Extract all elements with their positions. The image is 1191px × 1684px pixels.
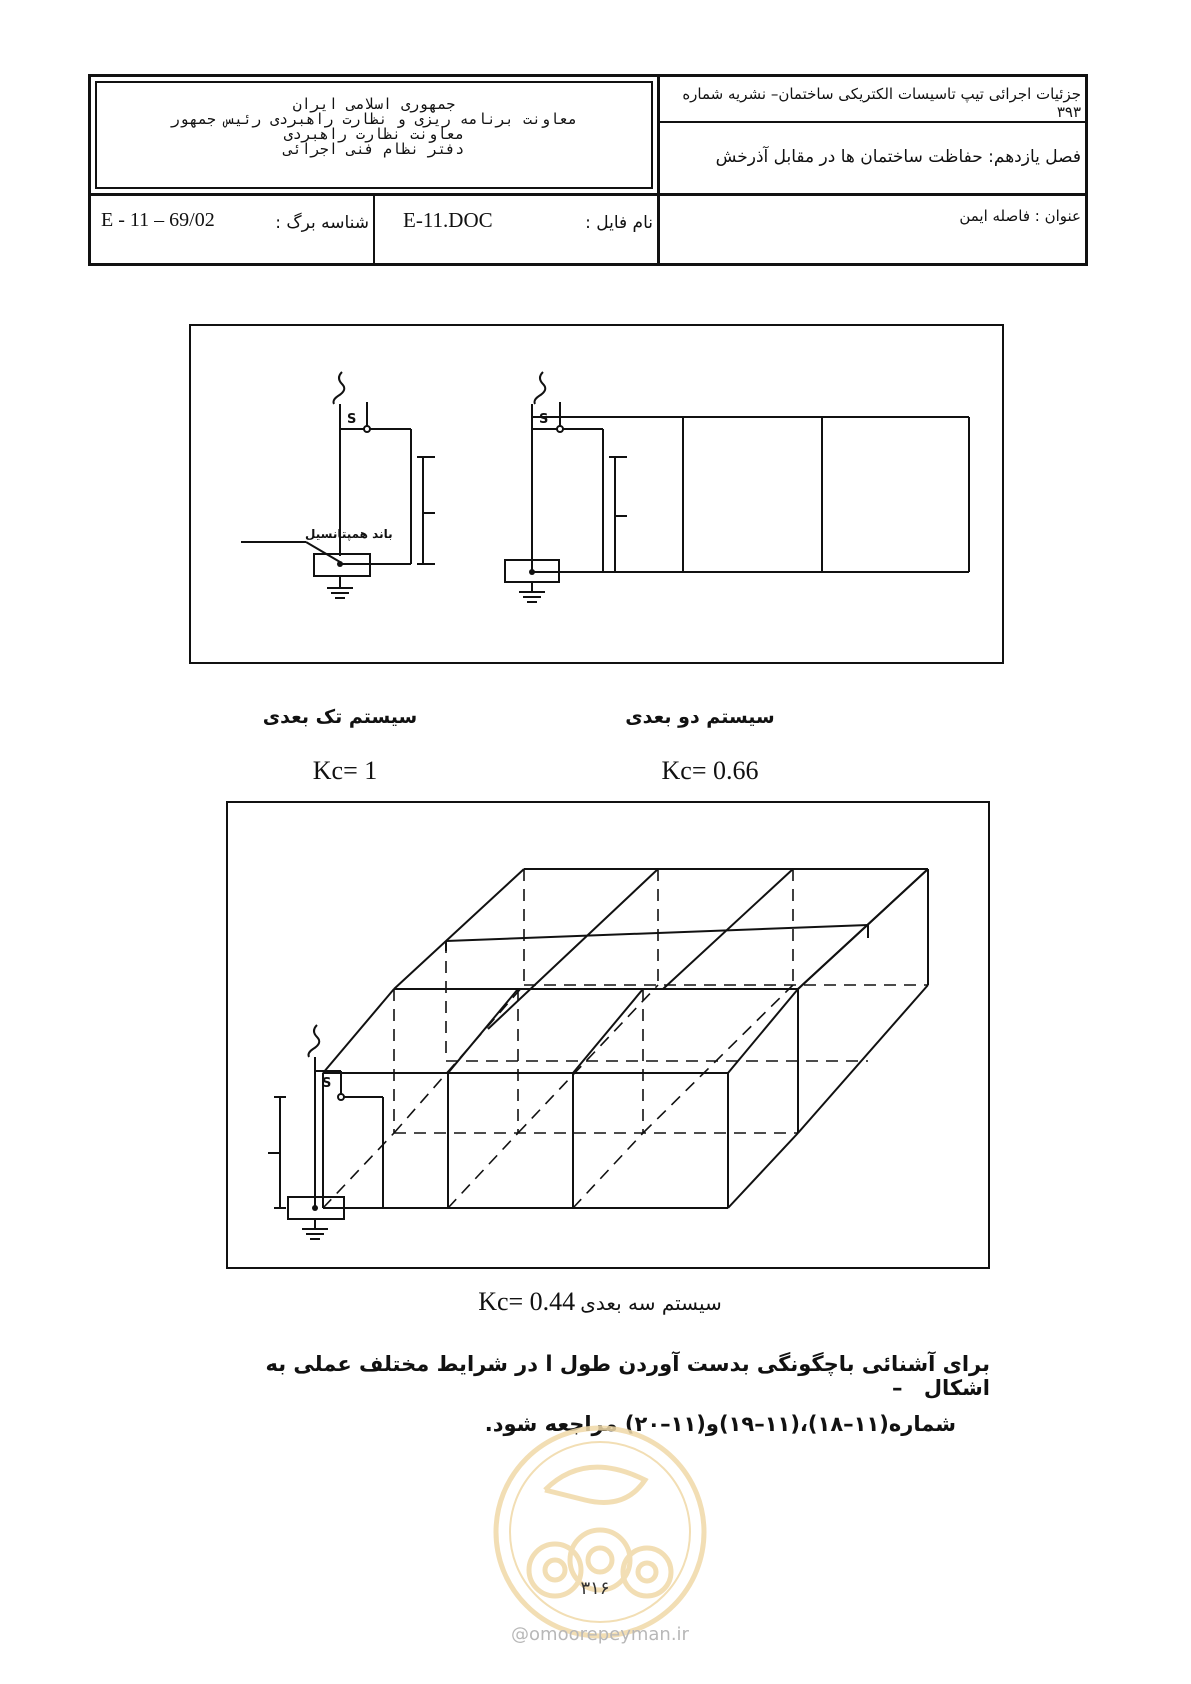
note-text-1: برای آشنائی باچگونگی بدست آوردن طول l در شرایط مختلف عملی به اشکال xyxy=(265,1352,990,1400)
note-bullet: – xyxy=(892,1376,903,1400)
caption-two-d: سیستم دو بعدی xyxy=(625,706,775,728)
lightning-wire-1d xyxy=(334,372,345,404)
switch-label-3d: S xyxy=(322,1076,332,1091)
figure-2-drawing xyxy=(228,803,988,1267)
caption-one-d: سیستم تک بعدی xyxy=(262,706,418,728)
sheet-label: شناسه برگ : xyxy=(275,213,369,233)
bond-label: باند همپتانسیل xyxy=(305,527,393,541)
header-vline-bottom xyxy=(373,195,375,263)
series-title: جزئیات اجرائی تیپ تاسیسات الکتریکی ساختمان– نشریه شماره ۳۹۳ xyxy=(682,85,1081,121)
seal-graphic xyxy=(485,1420,715,1650)
file-name: E-11.DOC xyxy=(403,208,493,232)
header-divider xyxy=(657,77,660,263)
figure-2-frame xyxy=(226,801,990,1269)
chapter-title: فصل یازدهم: حفاظت ساختمان ها در مقابل آذرخش xyxy=(715,147,1081,167)
page-number: ۳۱۶ xyxy=(580,1578,610,1599)
lightning-wire-2d xyxy=(535,372,546,404)
header-hline-right xyxy=(657,121,1085,123)
lightning-wire-3d xyxy=(309,1025,320,1057)
figure-1-frame xyxy=(189,324,1004,664)
switch-label-1d: S xyxy=(347,412,357,427)
watermark-seal xyxy=(485,1420,715,1650)
org-line-4: دفتر نظام فنی اجرائی xyxy=(283,140,465,158)
header-hline xyxy=(91,193,1085,196)
file-label: نام فایل : xyxy=(585,213,653,233)
sheet-id: E - 11 – 69/02 xyxy=(101,209,215,231)
org-line-2: معاونت برنامه ریزی و نظارت راهبردی رئیس جمهور xyxy=(170,110,578,128)
org-line-3: معاونت نظارت راهبردی xyxy=(283,125,465,143)
at-icon: @ xyxy=(511,1624,530,1645)
note-line-2: شماره(۱۱–۱۸)،(۱۱–۱۹)و(۱۱–۲۰) مراجعه شود. xyxy=(484,1412,956,1436)
sheet-title: عنوان : فاصله ایمن xyxy=(959,207,1081,225)
kc-three-d: Kc= 0.44 xyxy=(478,1287,576,1316)
kc-one-d: Kc= 1 xyxy=(312,756,378,785)
note-line-1 xyxy=(200,1352,990,1400)
caption-three-d-row xyxy=(440,1287,760,1317)
site-watermark xyxy=(490,1624,710,1645)
switch-label-2d: S xyxy=(539,412,549,427)
org-line-1: جمهوری اسلامی ایران xyxy=(292,95,456,113)
site-text: omoorepeyman.ir xyxy=(529,1624,689,1645)
figure-1-drawing xyxy=(191,326,1002,662)
kc-two-d: Kc= 0.66 xyxy=(661,756,759,785)
header-table xyxy=(88,74,1088,266)
caption-three-d: سیستم سه بعدی xyxy=(580,1291,722,1315)
